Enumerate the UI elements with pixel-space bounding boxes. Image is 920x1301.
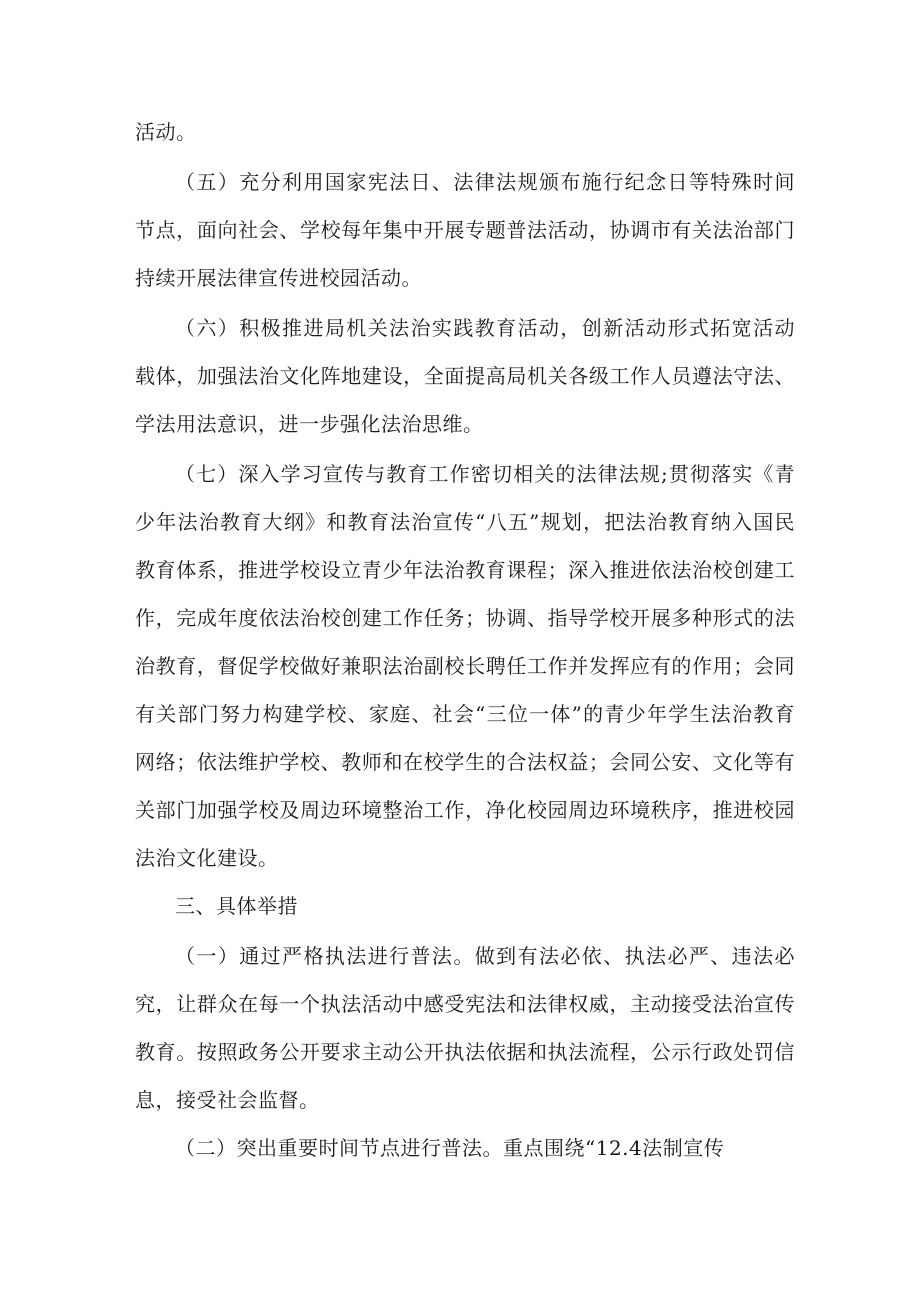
paragraph-line: 少年法治教育大纲》和教育法治宣传“八五”规划，把法治教育纳入国民: [135, 510, 795, 534]
paragraph-line: 关部门加强学校及周边环境整治工作，净化校园周边环境秩序，推进校园: [135, 798, 795, 822]
paragraph-line: 息，接受社会监督。: [135, 1088, 320, 1112]
paragraph-line: （一）通过严格执法进行普法。做到有法必依、执法必严、违法必: [175, 944, 795, 968]
paragraph-line: （五）充分利用国家宪法日、法律法规颁布施行纪念日等特殊时间: [175, 170, 795, 194]
paragraph-line: 学法用法意识，进一步强化法治思维。: [135, 412, 484, 436]
paragraph-line: （六）积极推进局机关法治实践教育活动，创新活动形式拓宽活动: [175, 316, 795, 340]
paragraph-line: 作，完成年度依法治校创建工作任务；协调、指导学校开展多种形式的法: [135, 606, 795, 630]
paragraph-line: （七）深入学习宣传与教育工作密切相关的法律法规;贯彻落实《青: [175, 462, 795, 486]
paragraph-line: 教育体系，推进学校设立青少年法治教育课程；深入推进依法治校创建工: [135, 558, 795, 582]
paragraph-line: 治教育，督促学校做好兼职法治副校长聘任工作并发挥应有的作用；会同: [135, 654, 795, 678]
paragraph-line: 究，让群众在每一个执法活动中感受宪法和法律权威，主动接受法治宣传: [135, 992, 795, 1016]
paragraph-line: 网络；依法维护学校、教师和在校学生的合法权益；会同公安、文化等有: [135, 750, 795, 774]
paragraph-line: （二）突出重要时间节点进行普法。重点围绕“12.4法制宣传: [175, 1136, 725, 1160]
paragraph-line: 活动。: [135, 120, 197, 144]
paragraph-line: 持续开展法律宣传进校园活动。: [135, 266, 422, 290]
paragraph-line: 有关部门努力构建学校、家庭、社会“三位一体”的青少年学生法治教育: [135, 702, 795, 726]
paragraph-line: 载体，加强法治文化阵地建设，全面提高局机关各级工作人员遵法守法、: [135, 364, 795, 388]
section-heading: 三、具体举措: [175, 894, 298, 918]
paragraph-line: 教育。按照政务公开要求主动公开执法依据和执法流程，公示行政处罚信: [135, 1040, 795, 1064]
paragraph-line: 法治文化建设。: [135, 846, 279, 870]
paragraph-line: 节点，面向社会、学校每年集中开展专题普法活动，协调市有关法治部门: [135, 218, 795, 242]
